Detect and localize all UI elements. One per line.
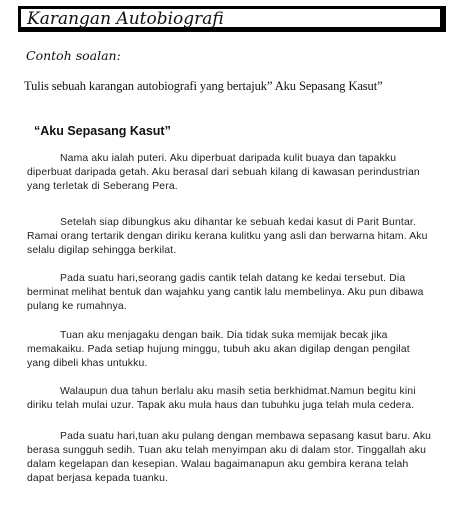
paragraph-line: Walaupun dua tahun berlalu aku masih setia berkhidmat.Namun begitu kini — [60, 386, 416, 397]
paragraph-line: Pada suatu hari,tuan aku pulang dengan membawa sepasang kasut baru. Aku — [60, 431, 432, 442]
paragraph-line: yang dibeli khas untukku. — [27, 358, 148, 369]
question-instruction: Tulis sebuah karangan autobiografi yang bertajuk” Aku Sepasang Kasut” — [24, 79, 383, 93]
paragraph-line: berminat melihat bentuk dan wajahku yang cantik lalu membelinya. Aku pun dibawa — [27, 287, 424, 298]
paragraph-5 — [27, 385, 449, 413]
paragraph-line: dalam kegelapan dan kesepian. Walau bagaimanapun aku gembira kerana telah — [27, 459, 409, 470]
paragraph-4 — [27, 329, 449, 371]
example-label: Contoh soalan: — [26, 48, 121, 63]
essay-title: “Aku Sepasang Kasut” — [34, 124, 171, 138]
paragraph-line: diperbuat daripada getah. Aku berasal dari sebuah kilang di kawasan perindustrian — [27, 167, 420, 178]
paragraph-line: pulang ke rumahnya. — [27, 301, 127, 312]
paragraph-2 — [27, 216, 449, 258]
title-box — [18, 6, 446, 32]
paragraph-line: Tuan aku menjagaku dengan baik. Dia tidak suka memijak becak jika — [60, 330, 388, 341]
paragraph-line: selalu digilap sehingga berkilat. — [27, 245, 177, 256]
paragraph-line: Ramai orang tertarik dengan diriku kerana kulitku yang asli dan berwarna hitam. Aku — [27, 231, 428, 242]
paragraph-6 — [27, 430, 449, 486]
paragraph-line: Setelah siap dibungkus aku dihantar ke sebuah kedai kasut di Parit Buntar. — [60, 217, 416, 228]
paragraph-line: yang terletak di Seberang Pera. — [27, 181, 178, 192]
paragraph-1 — [27, 152, 449, 194]
paragraph-line: berasa sungguh sedih. Tuan aku telah menyimpan aku di dalam stor. Tinggallah aku — [27, 445, 427, 456]
paragraph-line: Nama aku ialah puteri. Aku diperbuat daripada kulit buaya dan tapakku — [60, 153, 397, 164]
paragraph-3 — [27, 272, 449, 314]
paragraph-line: dapat berjasa kepada tuanku. — [27, 473, 169, 484]
paragraph-line: memakaiku. Pada setiap hujung minggu, tubuh aku akan digilap dengan pengilat — [27, 344, 410, 355]
document-title: Karangan Autobiografi — [27, 9, 224, 29]
paragraph-line: Pada suatu hari,seorang gadis cantik telah datang ke kedai tersebut. Dia — [60, 273, 406, 284]
paragraph-line: diriku telah mulai uzur. Tapak aku mula haus dan tubuhku juga telah mula cedera. — [27, 400, 415, 411]
